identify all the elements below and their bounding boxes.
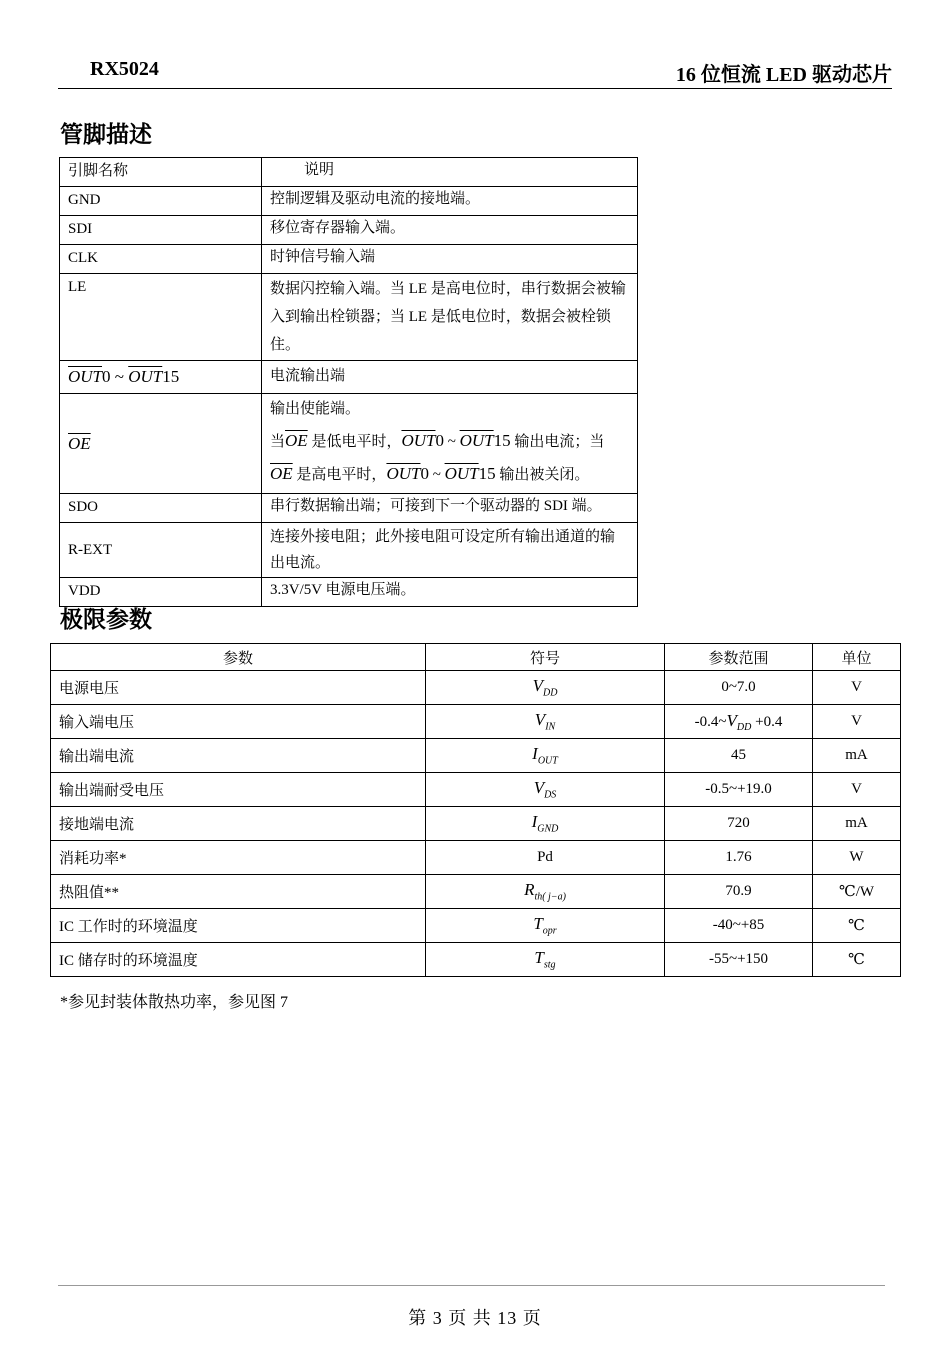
param-symbol: $R_{th( j-a)}$ bbox=[426, 875, 665, 909]
param-range: 720 bbox=[665, 807, 813, 841]
column-header: 参数范围 bbox=[665, 644, 813, 671]
param-name: 输出端电流 bbox=[51, 739, 426, 773]
param-range: -40~+85 bbox=[665, 909, 813, 943]
table-row bbox=[51, 739, 901, 773]
param-symbol: $V_{IN}$ bbox=[426, 705, 665, 739]
param-symbol: $V_{DS}$ bbox=[426, 773, 665, 807]
pin-name: CLK bbox=[60, 245, 262, 274]
pin-name: LE bbox=[60, 274, 262, 361]
pin-name: $\overline{OUT}0$ ~ $\overline{OUT}15$ bbox=[60, 361, 262, 394]
column-header: 说明 bbox=[262, 158, 638, 187]
pin-desc: 控制逻辑及驱动电流的接地端。 bbox=[262, 187, 638, 216]
param-symbol: $I_{GND}$ bbox=[426, 807, 665, 841]
param-unit: ℃ bbox=[813, 943, 901, 977]
param-range: 70.9 bbox=[665, 875, 813, 909]
param-range: $-0.4\sim V_{DD} +0.4$ bbox=[665, 705, 813, 739]
pin-desc: 输出使能端。 当$\overline{OE}$ 是低电平时，$\overline{OUT}0$ ~ $\overline{OUT}15$ 输出电流；当 $\overline{OE}$ 是高电平时，$\overline{OUT}0$ ~ $\overline{OUT}15$ 输出被关闭。 bbox=[262, 394, 638, 494]
param-symbol: $I_{OUT}$ bbox=[426, 739, 665, 773]
param-unit: V bbox=[813, 773, 901, 807]
column-header: 引脚名称 bbox=[60, 158, 262, 187]
param-name: 电源电压 bbox=[51, 671, 426, 705]
param-unit: V bbox=[813, 705, 901, 739]
table-row bbox=[60, 274, 638, 361]
page-number: 第 3 页 共 13 页 bbox=[408, 1308, 542, 1328]
pin-desc: 时钟信号输入端 bbox=[262, 245, 638, 274]
table-row bbox=[60, 394, 638, 494]
model-number: RX5024 bbox=[90, 58, 159, 80]
limit-section-title: 极限参数 bbox=[60, 607, 152, 633]
param-name: 热阻值** bbox=[51, 875, 426, 909]
footnote: *参见封装体散热功率，参见图 7 bbox=[60, 994, 289, 1011]
pin-desc: 连接外接电阻；此外接电阻可设定所有输出通道的输出电流。 bbox=[262, 523, 638, 578]
pin-name: R-EXT bbox=[60, 523, 262, 578]
pin-name: VDD bbox=[60, 578, 262, 607]
table-row bbox=[51, 943, 901, 977]
pin-desc: 移位寄存器输入端。 bbox=[262, 216, 638, 245]
footer-divider bbox=[58, 1285, 885, 1286]
param-range: 1.76 bbox=[665, 841, 813, 875]
param-name: 接地端电流 bbox=[51, 807, 426, 841]
table-row bbox=[60, 494, 638, 523]
param-unit: mA bbox=[813, 739, 901, 773]
pin-section-title: 管脚描述 bbox=[60, 122, 152, 148]
pin-name: $\overline{OE}$ bbox=[60, 394, 262, 494]
param-unit: V bbox=[813, 671, 901, 705]
param-symbol: Pd bbox=[426, 841, 665, 875]
param-range: -0.5~+19.0 bbox=[665, 773, 813, 807]
param-symbol: $T_{opr}$ bbox=[426, 909, 665, 943]
param-name: IC 储存时的环境温度 bbox=[51, 943, 426, 977]
param-name: 消耗功率* bbox=[51, 841, 426, 875]
param-range: -55~+150 bbox=[665, 943, 813, 977]
table-row bbox=[51, 807, 901, 841]
pin-desc: 电流输出端 bbox=[262, 361, 638, 394]
param-symbol: $V_{DD}$ bbox=[426, 671, 665, 705]
pin-name: SDI bbox=[60, 216, 262, 245]
pin-desc: 3.3V/5V 电源电压端。 bbox=[262, 578, 638, 607]
table-row bbox=[51, 909, 901, 943]
param-unit: W bbox=[813, 841, 901, 875]
pin-name: SDO bbox=[60, 494, 262, 523]
pin-desc: 串行数据输出端；可接到下一个驱动器的 SDI 端。 bbox=[262, 494, 638, 523]
param-range: 45 bbox=[665, 739, 813, 773]
param-name: 输出端耐受电压 bbox=[51, 773, 426, 807]
param-name: 输入端电压 bbox=[51, 705, 426, 739]
table-header-row bbox=[51, 644, 901, 671]
table-row bbox=[51, 671, 901, 705]
table-row bbox=[51, 705, 901, 739]
table-row bbox=[51, 773, 901, 807]
table-row bbox=[51, 875, 901, 909]
pin-description-table bbox=[59, 157, 638, 607]
column-header: 参数 bbox=[51, 644, 426, 671]
table-row bbox=[60, 361, 638, 394]
table-row bbox=[60, 187, 638, 216]
param-unit: ℃ bbox=[813, 909, 901, 943]
column-header: 单位 bbox=[813, 644, 901, 671]
pin-name: GND bbox=[60, 187, 262, 216]
pin-desc: 数据闪控输入端。当 LE 是高电位时，串行数据会被输入到输出栓锁器；当 LE 是低电位时，数据会被栓锁住。 bbox=[262, 274, 638, 361]
page-header bbox=[58, 58, 892, 89]
column-header: 符号 bbox=[426, 644, 665, 671]
document-title: 16 位恒流 LED 驱动芯片 bbox=[675, 64, 892, 86]
table-row bbox=[60, 216, 638, 245]
param-symbol: $T_{stg}$ bbox=[426, 943, 665, 977]
table-row bbox=[60, 245, 638, 274]
param-unit: mA bbox=[813, 807, 901, 841]
param-unit: ℃/W bbox=[813, 875, 901, 909]
table-header-row bbox=[60, 158, 638, 187]
absolute-maximum-ratings-table bbox=[50, 643, 901, 977]
param-name: IC 工作时的环境温度 bbox=[51, 909, 426, 943]
param-range: 0~7.0 bbox=[665, 671, 813, 705]
table-row bbox=[51, 841, 901, 875]
table-row bbox=[60, 523, 638, 578]
